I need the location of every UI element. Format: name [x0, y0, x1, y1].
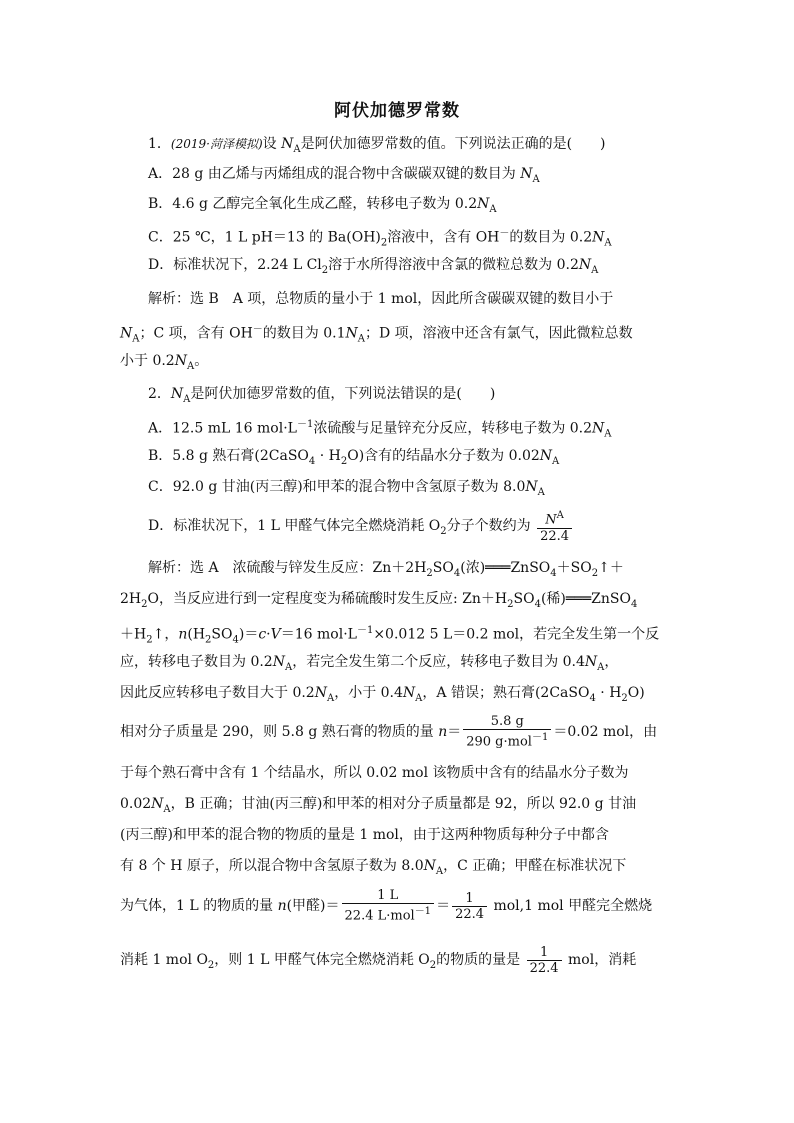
fraction-one-over-22-4-b: $\frac{1}{22.4}$ [527, 945, 562, 976]
page-title: 阿伏加德罗常数 [334, 101, 460, 121]
q1-option-d: D．标准状况下，2.24 L $Cl_2$溶于水所得溶液中含氯的微粒总数为 $0.2N_A$ [148, 257, 599, 276]
q2-analysis-line-4: 应，转移电子数目为 $0.2N_A$，若完全发生第二个反应，转移电子数目为 $0.4N_A$， [120, 654, 619, 673]
q2-analysis-line-1: 解析：选 A 浓硫酸与锌发生反应：$Zn+2H_2SO_4$(浓)$═══ZnSO_4+SO_2↑+$ [148, 560, 624, 579]
q2-analysis-line-8: $0.02N_A$，B 正确；甘油(丙三醇)和甲苯的相对分子质量都是 92，所以 92.0 g 甘油 [120, 796, 637, 815]
q1-analysis-line-1: 解析：选 B A 项，总物质的量小于 1 mol，因此所含碳碳双键的数目小于 [148, 291, 614, 307]
q2-analysis-line-12: 消耗 1 mol $O_2$，则 1 L 甲醛气体完全燃烧消耗 $O_2$的物质的量是 $\frac{1}{22.4}$ mol，消耗 [120, 944, 637, 976]
fraction-one-over-22-4-a: $\frac{1}{22.4}$ [452, 891, 487, 922]
q2-option-b: B．5.8 g 熟石膏(2CaSO$_4$ · $H_2O$)含有的结晶水分子数为 $0.02N_A$ [148, 448, 560, 467]
q2-analysis-line-7: 于每个熟石膏中含有 1 个结晶水，所以 0.02 mol 该物质中含有的结晶水分子数为 [120, 765, 629, 781]
q2-option-d: D．标准状况下，1 L 甲醛气体完全燃烧消耗 $O_2$分子个数约为 $\frac{N^A}{22.4}$ [148, 508, 708, 550]
q2-analysis-line-6: 相对分子质量是 290，则 5.8 g 熟石膏的物质的量 n＝ $\frac{5.8 g}{290 g\cdot mol^{-1}}$ ＝0.02 mol，由 [120, 714, 658, 750]
q2-option-a: A．12.5 mL 16 $mol\cdot L^{-1}$浓硫酸与足量锌充分反应，转移电子数为 $0.2N_A$ [148, 419, 612, 440]
q2-analysis-line-9: (丙三醇)和甲苯的混合物的物质的量是 1 mol，由于这两种物质每种分子中都含 [120, 827, 609, 843]
q1-option-b: B．4.6 g 乙醇完全氧化生成乙醛，转移电子数为 $0.2N_A$ [148, 196, 497, 215]
q2-analysis-line-5: 因此反应转移电子数目大于 $0.2N_A$，小于 $0.4N_A$，A 错误；熟石膏(2CaSO$_4$ · $H_2O$) [120, 685, 645, 704]
q2-option-c: C．92.0 g 甘油(丙三醇)和甲苯的混合物中含氢原子数为 $8.0N_A$ [148, 479, 545, 498]
fraction-volume-over-molar-volume: $\frac{1 L}{22.4 L\cdot mol^{-1}}$ [342, 888, 435, 923]
q2-stem: 2．$N_A$是阿伏加德罗常数的值，下列说法错误的是( ) [148, 386, 496, 405]
q1-source: (2019·菏泽模拟) [170, 137, 263, 151]
q2-analysis-line-11: 为气体，1 L 的物质的量 n(甲醛)＝ $\frac{1 L}{22.4 L\cdot mol^{-1}}$ ＝ $\frac{1}{22.4}$ mol,1 mol 甲醛完全燃烧 [120, 888, 653, 924]
q2-analysis-line-10: 有 8 个 H 原子，所以混合物中含氢原子数为 $8.0N_A$，C 正确；甲醛在标准状况下 [120, 858, 627, 877]
q1-analysis-line-2: $N_A$；C 项，含有 OH－的数目为 $0.1N_A$；D 项，溶液中还含有氯气，因此微粒总数 [120, 324, 633, 345]
fraction-mass-over-molar-mass: $\frac{5.8 g}{290 g\cdot mol^{-1}}$ [463, 714, 551, 749]
q2-analysis-line-2: $2H_2O$，当反应进行到一定程度变为稀硫酸时发生反应: $Zn+H_2SO_4$(稀)═══ZnSO$_4$ [120, 591, 638, 610]
fraction-na-over-22-4: $\frac{N^A}{22.4}$ [537, 508, 572, 543]
q2-analysis-line-3: $+H_2↑$，$n(H_2SO_4)=c\cdot V=16$ $mol\cdot L^{-1}\times 0.012$ 5 L＝0.2 mol，若完全发生第一个反 [120, 625, 660, 646]
q1-analysis-line-3: 小于 $0.2N_A$。 [120, 353, 209, 372]
q1-stem: 1．(2019·菏泽模拟)设 $N_A$是阿伏加德罗常数的值。下列说法正确的是( ) [148, 136, 606, 155]
q1-option-a: A．28 g 由乙烯与丙烯组成的混合物中含碳碳双键的数目为 $N_A$ [148, 166, 540, 185]
q1-option-c: C．25 ℃，1 L pH＝13 的 $Ba(OH)_2$溶液中，含有 OH－的数目为 $0.2N_A$ [148, 228, 612, 249]
